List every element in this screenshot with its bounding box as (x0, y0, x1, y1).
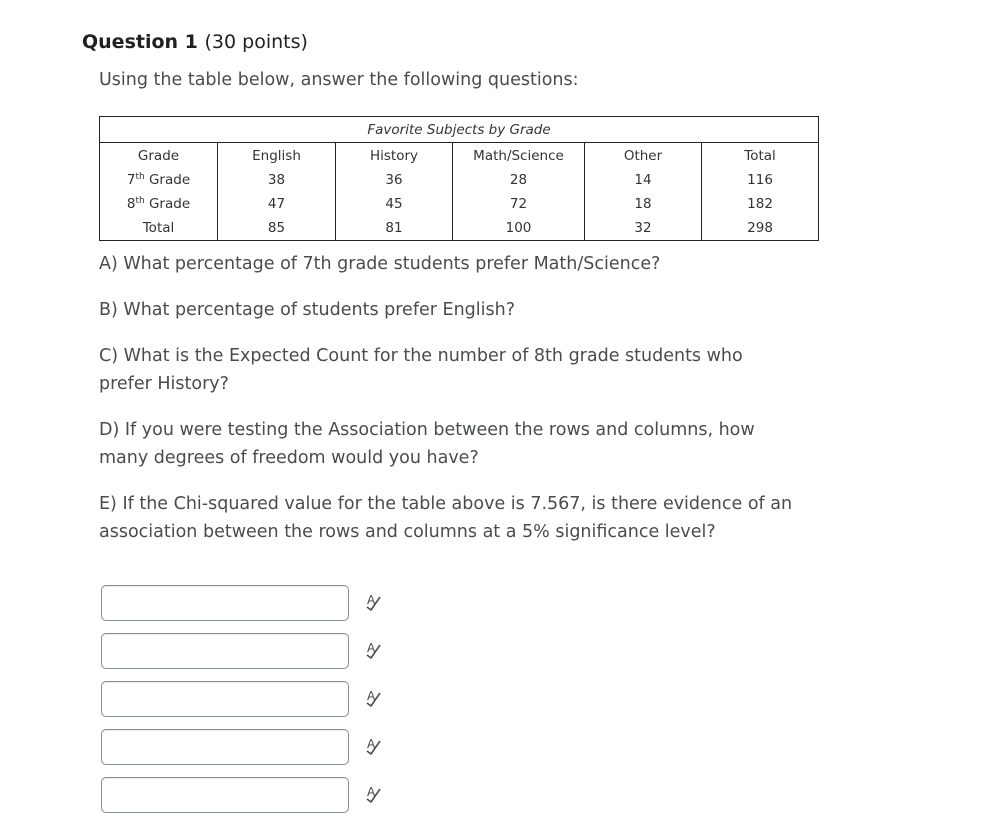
spell-check-icon[interactable] (365, 736, 383, 756)
prompt-a: A) What percentage of 7th grade students prefer Math/Science? (99, 254, 661, 274)
question-points: (30 points) (204, 31, 308, 53)
question-intro: Using the table below, answer the following questions: (99, 70, 579, 90)
question-title (82, 31, 308, 53)
table-row (100, 192, 819, 216)
spell-check-icon[interactable] (365, 688, 383, 708)
col-header-math-science: Math/Science (453, 143, 585, 169)
spell-check-icon[interactable] (365, 640, 383, 660)
answer-row (101, 674, 383, 722)
table-caption: Favorite Subjects by Grade (100, 117, 819, 143)
table-cell: 81 (336, 216, 453, 241)
table-cell: 18 (585, 192, 702, 216)
grade-number: 8 (126, 196, 136, 212)
grade-suffix: th (135, 196, 145, 206)
svg-text:A: A (367, 737, 376, 751)
answer-row (101, 770, 383, 818)
favorite-subjects-table (99, 116, 819, 241)
table-cell: 14 (585, 168, 702, 192)
svg-text:A: A (367, 641, 376, 655)
prompt-d: D) If you were testing the Association between the rows and columns, how many degrees of freedom would you have? (99, 420, 755, 468)
spell-check-icon[interactable] (365, 592, 383, 612)
grade-number: 7 (126, 172, 136, 188)
col-header-total: Total (744, 147, 776, 164)
question-prompts (99, 250, 799, 564)
table-cell: 36 (336, 168, 453, 192)
answer-row (101, 722, 383, 770)
svg-text:A: A (367, 593, 376, 607)
table-cell: 72 (453, 192, 585, 216)
table-cell: 116 (747, 172, 773, 188)
grade-suffix: th (135, 172, 145, 182)
answer-input-e[interactable] (101, 777, 349, 813)
answer-input-c[interactable] (101, 681, 349, 717)
row-label: Total (100, 216, 218, 241)
answer-row (101, 578, 383, 626)
svg-text:A: A (367, 785, 376, 799)
table-cell: 85 (218, 216, 336, 241)
grade-word: Grade (148, 196, 191, 212)
table-cell: 45 (336, 192, 453, 216)
col-header-other: Other (585, 143, 702, 169)
table-total-row (100, 216, 819, 241)
table-cell: 38 (218, 168, 336, 192)
row-label (100, 168, 218, 192)
table-cell: 32 (585, 216, 702, 241)
prompt-e: E) If the Chi-squared value for the table above is 7.567, is there evidence of an association between the rows and columns at a 5% significance level? (99, 494, 793, 542)
answer-row (101, 626, 383, 674)
prompt-b: B) What percentage of students prefer English? (99, 300, 515, 320)
table-cell: 47 (218, 192, 336, 216)
grade-word: Grade (148, 172, 191, 188)
answer-input-b[interactable] (101, 633, 349, 669)
table-cell: 182 (747, 196, 773, 212)
svg-text:A: A (367, 689, 376, 703)
table-cell: 298 (747, 220, 773, 236)
answer-input-a[interactable] (101, 585, 349, 621)
spell-check-icon[interactable] (365, 784, 383, 804)
col-header-english: English (218, 143, 336, 169)
col-header-grade: Grade (100, 143, 218, 169)
answer-input-d[interactable] (101, 729, 349, 765)
table-header-row (100, 143, 819, 169)
table-cell: 28 (453, 168, 585, 192)
table-cell: 100 (453, 216, 585, 241)
question-label: Question 1 (82, 31, 198, 53)
table-row (100, 168, 819, 192)
row-label (100, 192, 218, 216)
prompt-c: C) What is the Expected Count for the number of 8th grade students who prefer History? (99, 346, 743, 394)
answer-fields (101, 578, 383, 818)
col-header-history: History (336, 143, 453, 169)
